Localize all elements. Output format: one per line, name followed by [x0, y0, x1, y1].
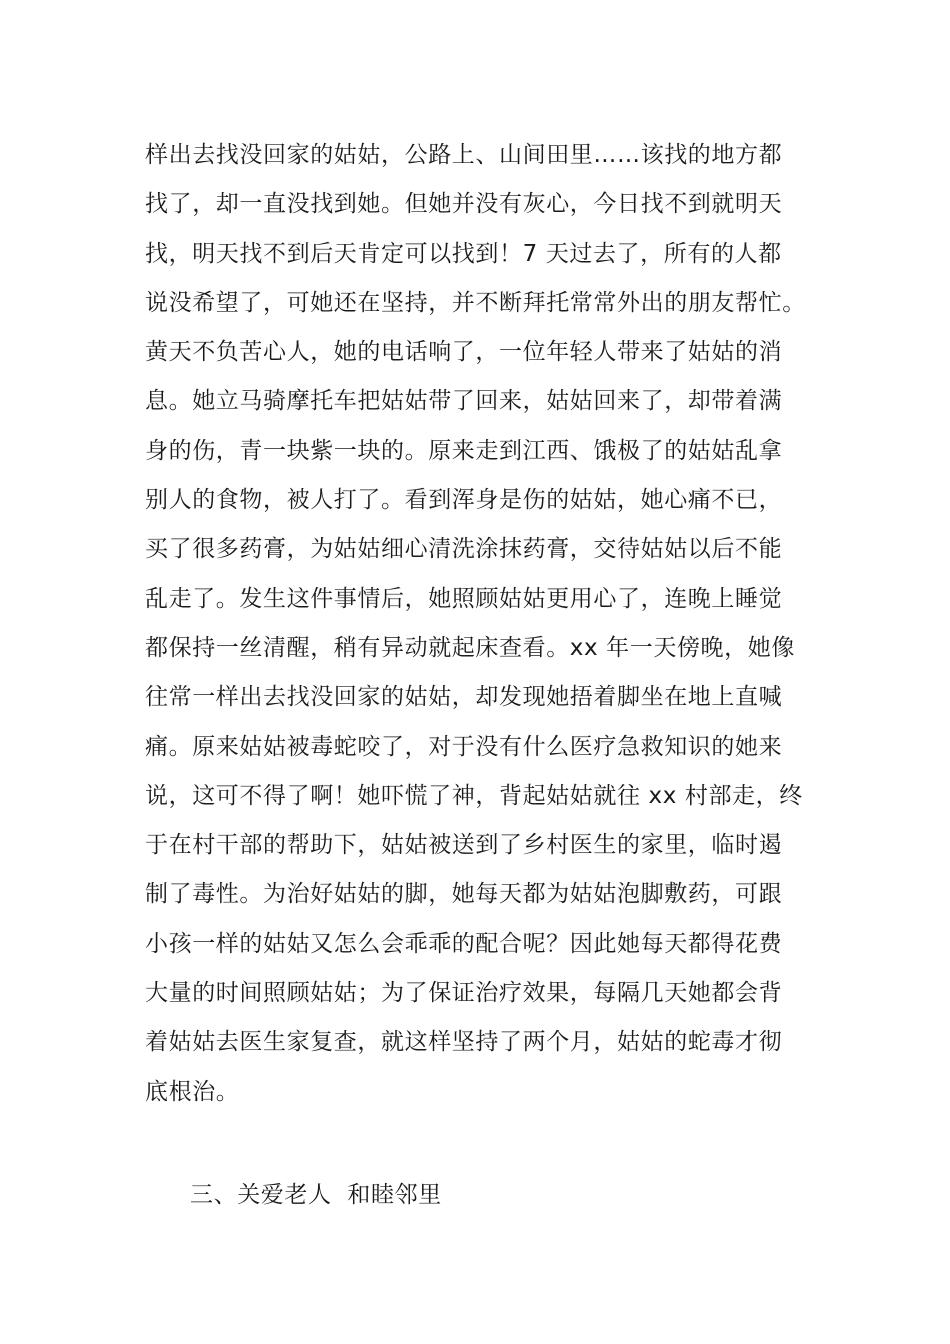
paragraph-line: 找，明天找不到后天肯定可以找到！7 天过去了，所有的人都	[145, 240, 782, 267]
section-heading: 三、关爱老人 和睦邻里	[190, 1182, 442, 1208]
paragraph-line: 制了毒性。为治好姑姑的脚，她每天都为姑姑泡脚敷药，可跟	[145, 881, 783, 908]
body-paragraph	[145, 131, 835, 1117]
paragraph-line: 说，这可不得了啊！她吓慌了神，背起姑姑就往 xx 村部走，终	[145, 782, 803, 809]
paragraph-line: 着姑姑去医生家复查，就这样坚持了两个月，姑姑的蛇毒才彻	[145, 1029, 783, 1056]
paragraph-line: 买了很多药膏，为姑姑细心清洗涂抹药膏，交待姑姑以后不能	[145, 536, 783, 563]
paragraph-line: 小孩一样的姑姑又怎么会乖乖的配合呢？因此她每天都得花费	[145, 930, 783, 957]
paragraph-line: 说没希望了，可她还在坚持，并不断拜托常常外出的朋友帮忙。	[145, 289, 806, 316]
paragraph-line: 别人的食物，被人打了。看到浑身是伤的姑姑，她心痛不已，	[145, 487, 783, 514]
paragraph-line: 往常一样出去找没回家的姑姑，却发现她捂着脚坐在地上直喊	[145, 684, 783, 711]
paragraph-line: 乱走了。发生这件事情后，她照顾姑姑更用心了，连晚上睡觉	[145, 585, 783, 612]
paragraph-line: 大量的时间照顾姑姑；为了保证治疗效果，每隔几天她都会背	[145, 980, 783, 1007]
paragraph-line: 痛。原来姑姑被毒蛇咬了，对于没有什么医疗急救知识的她来	[145, 733, 783, 760]
paragraph-line: 底根治。	[145, 1078, 240, 1105]
paragraph-line: 都保持一丝清醒，稍有异动就起床查看。xx 年一天傍晚，她像	[145, 634, 795, 661]
paragraph-line: 身的伤，青一块紫一块的。原来走到江西、饿极了的姑姑乱拿	[145, 437, 783, 464]
paragraph-line: 找了，却一直没找到她。但她并没有灰心，今日找不到就明天	[145, 191, 783, 218]
paragraph-line: 样出去找没回家的姑姑，公路上、山间田里……该找的地方都	[145, 142, 783, 168]
paragraph-line: 息。她立马骑摩托车把姑姑带了回来，姑姑回来了，却带着满	[145, 388, 783, 415]
paragraph-line: 于在村干部的帮助下，姑姑被送到了乡村医生的家里，临时遏	[145, 832, 783, 859]
paragraph-line: 黄天不负苦心人，她的电话响了，一位年轻人带来了姑姑的消	[145, 339, 783, 366]
